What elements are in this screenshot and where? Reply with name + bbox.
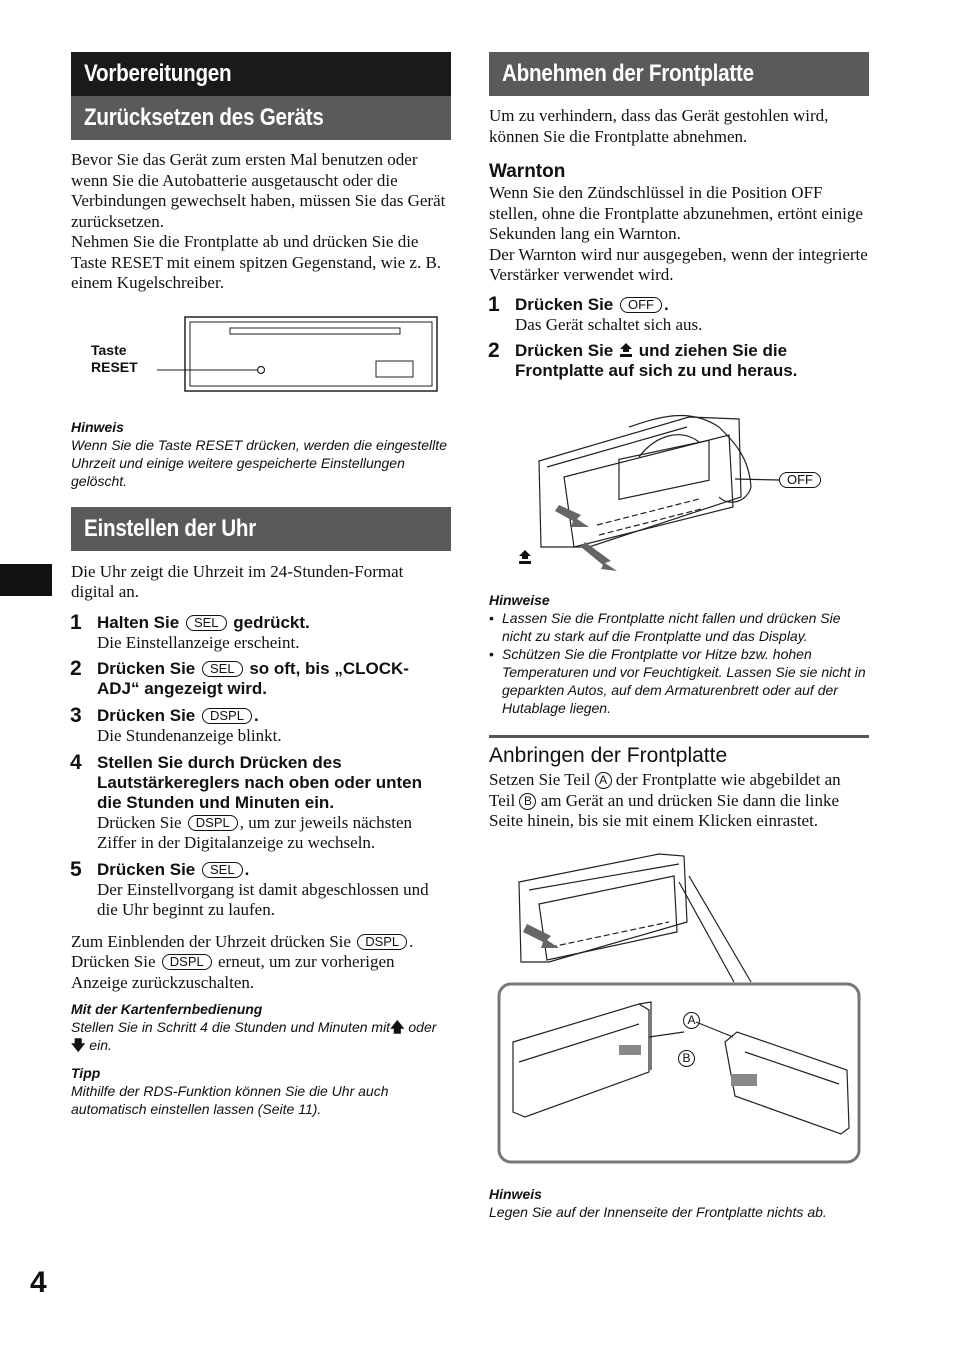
reset-figure bbox=[71, 306, 451, 416]
remove-intro: Um zu verhindern, dass das Gerät gestohlen wird, können Sie die Frontplatte abnehmen. bbox=[489, 106, 829, 146]
left-column bbox=[71, 52, 451, 1118]
release-button-icon bbox=[519, 550, 531, 564]
fig-part-b-marker: B bbox=[678, 1050, 695, 1067]
attach-heading: Anbringen der Frontplatte bbox=[489, 735, 869, 768]
dspl-key: DSPL bbox=[202, 708, 252, 724]
warnton-text: Wenn Sie den Zündschlüssel in die Position OFF stellen, ohne die Frontplatte abzunehmen, ertönt einige Sekunden lang ein Warnton. Der Warnton wird nur ausgegeben, wenn der integrierte Verstärker verwendet wird. bbox=[489, 183, 868, 284]
page-number: 4 bbox=[30, 1266, 47, 1299]
sel-key: SEL bbox=[202, 661, 243, 677]
note-attach: Hinweis Legen Sie auf der Innenseite der Frontplatte nichts ab. bbox=[489, 1185, 827, 1220]
attach-figure bbox=[489, 852, 869, 1187]
step-2: 2 Drücken Sie SEL so oft, bis „CLOCK-ADJ“ angezeigt wird. bbox=[70, 657, 409, 698]
fig-part-a-marker: A bbox=[683, 1012, 700, 1029]
clock-steps bbox=[70, 610, 451, 921]
clock-intro: Die Uhr zeigt die Uhrzeit im 24-Stunden-Format digital an. bbox=[71, 561, 404, 601]
reset-unit-drawing bbox=[71, 306, 451, 416]
remove-step-1: 1 Drücken Sie OFF . Das Gerät schaltet sich aus. bbox=[488, 292, 703, 334]
front-panel-attach-drawing bbox=[489, 852, 869, 1187]
list-item: • Lassen Sie die Frontplatte nicht fallen und drücken Sie nicht zu stark auf die Frontplatte und das Display. bbox=[489, 609, 869, 645]
section-title-vorbereitungen: Vorbereitungen bbox=[71, 52, 451, 96]
section-title-clock: Einstellen der Uhr bbox=[71, 507, 451, 551]
section-title-reset: Zurücksetzen des Geräts bbox=[71, 96, 451, 140]
note-tip: Tipp Mithilfe der RDS-Funktion können Sie die Uhr auch automatisch einstellen lassen (Seite 11). bbox=[71, 1065, 389, 1117]
remove-figure bbox=[489, 397, 869, 587]
attach-paragraph: Setzen Sie Teil A der Frontplatte wie abgebildet an Teil B am Gerät an und drücken Sie dann die linke Seite hinein, bis sie mit einem Klicken einrastet. bbox=[489, 770, 841, 830]
remove-step-2: 2 Drücken Sie und ziehen Sie die Frontplatte auf sich zu und heraus. bbox=[488, 339, 798, 380]
release-button-icon bbox=[618, 342, 634, 358]
warnton-heading: Warnton bbox=[489, 161, 566, 182]
arrow-down-icon: 🡇 bbox=[71, 1037, 86, 1053]
off-key: OFF bbox=[620, 297, 662, 313]
part-b-marker: B bbox=[519, 793, 536, 810]
front-panel-removal-drawing bbox=[489, 397, 869, 587]
step-4: 4 Stellen Sie durch Drücken des Lautstärkereglers nach oben oder unten die Stunden und Minuten ein. Drücken Sie DSPL , um zur jeweils nächsten Ziffer in der Digitalanzeige zu wechseln. bbox=[70, 750, 422, 852]
dspl-key: DSPL bbox=[162, 954, 212, 970]
note-remote: Mit der Kartenfernbedienung Stellen Sie in Schritt 4 die Stunden und Minuten mit🡅 oder 🡇 ein. bbox=[71, 1001, 437, 1053]
right-column bbox=[489, 52, 869, 1221]
reset-paragraph: Bevor Sie das Gerät zum ersten Mal benutzen oder wenn Sie die Autobatterie ausgetauscht oder die Verbindungen gewechselt haben, müssen Sie das Gerät zurücksetzen. Nehmen Sie die Frontplatte ab und drücken Sie die Taste RESET mit einem spitzen Gegenstand, wie z. B. einem Kugelschreiber. bbox=[71, 150, 446, 292]
dspl-key: DSPL bbox=[188, 815, 238, 831]
notes-remove: Hinweise • Lassen Sie die Frontplatte nicht fallen und drücken Sie nicht zu stark auf die Frontplatte und das Display. • Schützen Sie die Frontplatte vor Hitze bzw. hohen Temperaturen und vor Feuchtigkeit. Lassen Sie sie nicht in geparkten Autos, auf dem Armaturenbrett oder auf der Hutablage liegen. bbox=[489, 591, 869, 717]
note-reset: Hinweis Wenn Sie die Taste RESET drücken, werden die eingestellte Uhrzeit und einige weitere gespeicherte Einstellungen gelöscht. bbox=[71, 418, 447, 489]
display-paragraph: Zum Einblenden der Uhrzeit drücken Sie DSPL . Drücken Sie DSPL erneut, um zur vorherigen Anzeige zurückzuschalten. bbox=[71, 931, 414, 992]
off-key-label: OFF bbox=[779, 472, 821, 488]
step-3: 3 Drücken Sie DSPL . Die Stundenanzeige blinkt. bbox=[70, 704, 282, 745]
dspl-key: DSPL bbox=[357, 934, 407, 950]
part-a-marker: A bbox=[595, 772, 612, 789]
arrow-up-icon: 🡅 bbox=[390, 1019, 405, 1035]
sel-key: SEL bbox=[202, 862, 243, 878]
step-1: 1 Halten Sie SEL gedrückt. Die Einstellanzeige erscheint. bbox=[70, 610, 310, 652]
chapter-tab bbox=[0, 564, 52, 596]
step-5: 5 Drücken Sie SEL . Der Einstellvorgang ist damit abgeschlossen und die Uhr beginnt zu laufen. bbox=[70, 857, 429, 919]
reset-label: Taste RESET bbox=[91, 341, 138, 375]
list-item: • Schützen Sie die Frontplatte vor Hitze bzw. hohen Temperaturen und vor Feuchtigkeit. Lassen Sie sie nicht in geparkten Autos, auf dem Armaturenbrett oder auf der Hutablage liegen. bbox=[489, 645, 869, 717]
section-title-remove: Abnehmen der Frontplatte bbox=[489, 52, 869, 96]
sel-key: SEL bbox=[186, 615, 227, 631]
